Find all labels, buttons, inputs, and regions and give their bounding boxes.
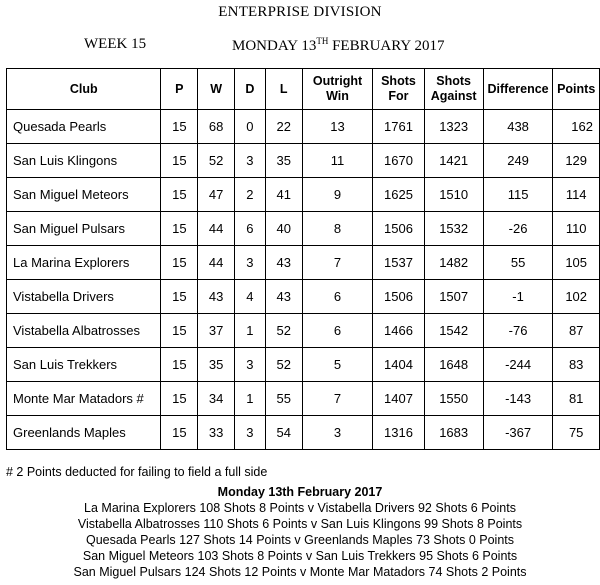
points-cell: 129 <box>553 144 600 178</box>
result-line: La Marina Explorers 108 Shots 8 Points v Vistabella Drivers 92 Shots 6 Points <box>84 501 516 515</box>
shots-for-cell: 1404 <box>373 348 424 382</box>
difference-cell: -367 <box>483 416 553 450</box>
lost-cell: 41 <box>265 178 302 212</box>
column-header: P <box>161 69 198 110</box>
played-cell: 15 <box>161 110 198 144</box>
won-cell: 44 <box>198 212 235 246</box>
played-cell: 15 <box>161 178 198 212</box>
points-cell: 162 <box>553 110 600 144</box>
shots-against-cell: 1550 <box>424 382 483 416</box>
column-header: W <box>198 69 235 110</box>
shots-against-cell: 1421 <box>424 144 483 178</box>
club-cell: San Luis Klingons <box>7 144 161 178</box>
difference-cell: 55 <box>483 246 553 280</box>
shots-against-cell: 1510 <box>424 178 483 212</box>
difference-cell: -143 <box>483 382 553 416</box>
outright-win-cell: 7 <box>302 382 373 416</box>
lost-cell: 40 <box>265 212 302 246</box>
points-cell: 110 <box>553 212 600 246</box>
drawn-cell: 6 <box>235 212 266 246</box>
results-list <box>0 500 600 580</box>
club-cell: La Marina Explorers <box>7 246 161 280</box>
date-label <box>232 36 444 55</box>
lost-cell: 52 <box>265 348 302 382</box>
club-cell: Vistabella Drivers <box>7 280 161 314</box>
table-row <box>7 416 600 450</box>
lost-cell: 22 <box>265 110 302 144</box>
won-cell: 68 <box>198 110 235 144</box>
club-cell: Quesada Pearls <box>7 110 161 144</box>
shots-against-cell: 1648 <box>424 348 483 382</box>
club-cell: Greenlands Maples <box>7 416 161 450</box>
division-title: ENTERPRISE DIVISION <box>218 4 382 20</box>
column-header: Points <box>553 69 600 110</box>
drawn-cell: 3 <box>235 416 266 450</box>
points-cell: 83 <box>553 348 600 382</box>
difference-cell: 249 <box>483 144 553 178</box>
points-cell: 75 <box>553 416 600 450</box>
shots-for-cell: 1407 <box>373 382 424 416</box>
shots-for-cell: 1625 <box>373 178 424 212</box>
shots-against-cell: 1482 <box>424 246 483 280</box>
shots-against-cell: 1542 <box>424 314 483 348</box>
points-cell: 114 <box>553 178 600 212</box>
table-row <box>7 348 600 382</box>
shots-for-cell: 1316 <box>373 416 424 450</box>
club-cell: Vistabella Albatrosses <box>7 314 161 348</box>
footnote: # 2 Points deducted for failing to field a full side <box>6 465 268 479</box>
lost-cell: 52 <box>265 314 302 348</box>
result-line: Quesada Pearls 127 Shots 14 Points v Greenlands Maples 73 Shots 0 Points <box>85 533 515 547</box>
league-table <box>6 68 600 450</box>
difference-cell: -244 <box>483 348 553 382</box>
lost-cell: 55 <box>265 382 302 416</box>
won-cell: 34 <box>198 382 235 416</box>
shots-for-cell: 1670 <box>373 144 424 178</box>
drawn-cell: 3 <box>235 348 266 382</box>
table-row <box>7 110 600 144</box>
points-cell: 81 <box>553 382 600 416</box>
won-cell: 43 <box>198 280 235 314</box>
date-ordinal-suffix: TH <box>316 36 329 46</box>
table-row <box>7 280 600 314</box>
won-cell: 47 <box>198 178 235 212</box>
outright-win-cell: 11 <box>302 144 373 178</box>
shots-for-cell: 1466 <box>373 314 424 348</box>
result-line: San Miguel Meteors 103 Shots 8 Points v San Luis Trekkers 95 Shots 6 Points <box>82 549 518 563</box>
played-cell: 15 <box>161 382 198 416</box>
drawn-cell: 3 <box>235 144 266 178</box>
column-header: Outright Win <box>302 69 373 110</box>
outright-win-cell: 6 <box>302 314 373 348</box>
outright-win-cell: 9 <box>302 178 373 212</box>
date-rest: FEBRUARY 2017 <box>328 38 445 54</box>
column-header: Shots Against <box>424 69 483 110</box>
points-cell: 87 <box>553 314 600 348</box>
drawn-cell: 4 <box>235 280 266 314</box>
points-cell: 102 <box>553 280 600 314</box>
club-cell: San Luis Trekkers <box>7 348 161 382</box>
outright-win-cell: 7 <box>302 246 373 280</box>
club-cell: San Miguel Meteors <box>7 178 161 212</box>
table-row <box>7 212 600 246</box>
table-row <box>7 314 600 348</box>
table-row <box>7 178 600 212</box>
won-cell: 52 <box>198 144 235 178</box>
played-cell: 15 <box>161 280 198 314</box>
lost-cell: 54 <box>265 416 302 450</box>
shots-for-cell: 1761 <box>373 110 424 144</box>
column-header: D <box>235 69 266 110</box>
club-cell: San Miguel Pulsars <box>7 212 161 246</box>
shots-for-cell: 1537 <box>373 246 424 280</box>
played-cell: 15 <box>161 144 198 178</box>
difference-cell: -1 <box>483 280 553 314</box>
outright-win-cell: 13 <box>302 110 373 144</box>
points-cell: 105 <box>553 246 600 280</box>
result-line: San Miguel Pulsars 124 Shots 12 Points v Monte Mar Matadors 74 Shots 2 Points <box>73 565 527 579</box>
results-section <box>0 484 600 580</box>
played-cell: 15 <box>161 348 198 382</box>
column-header: Club <box>7 69 161 110</box>
lost-cell: 43 <box>265 246 302 280</box>
column-header: Shots For <box>373 69 424 110</box>
difference-cell: -76 <box>483 314 553 348</box>
results-heading: Monday 13th February 2017 <box>217 485 383 499</box>
shots-against-cell: 1683 <box>424 416 483 450</box>
shots-against-cell: 1323 <box>424 110 483 144</box>
won-cell: 35 <box>198 348 235 382</box>
table-header-row <box>7 69 600 110</box>
drawn-cell: 3 <box>235 246 266 280</box>
difference-cell: -26 <box>483 212 553 246</box>
outright-win-cell: 6 <box>302 280 373 314</box>
outright-win-cell: 3 <box>302 416 373 450</box>
column-header: Difference <box>483 69 553 110</box>
table-row <box>7 246 600 280</box>
played-cell: 15 <box>161 246 198 280</box>
week-label: WEEK 15 <box>84 36 147 52</box>
drawn-cell: 0 <box>235 110 266 144</box>
played-cell: 15 <box>161 416 198 450</box>
result-line: Vistabella Albatrosses 110 Shots 6 Points v San Luis Klingons 99 Shots 8 Points <box>77 517 523 531</box>
difference-cell: 115 <box>483 178 553 212</box>
won-cell: 44 <box>198 246 235 280</box>
lost-cell: 43 <box>265 280 302 314</box>
won-cell: 33 <box>198 416 235 450</box>
shots-against-cell: 1507 <box>424 280 483 314</box>
table-row <box>7 382 600 416</box>
played-cell: 15 <box>161 314 198 348</box>
table-row <box>7 144 600 178</box>
club-cell: Monte Mar Matadors # <box>7 382 161 416</box>
date-prefix: MONDAY 13 <box>232 38 317 54</box>
shots-for-cell: 1506 <box>373 280 424 314</box>
shots-against-cell: 1532 <box>424 212 483 246</box>
column-header: L <box>265 69 302 110</box>
drawn-cell: 2 <box>235 178 266 212</box>
played-cell: 15 <box>161 212 198 246</box>
outright-win-cell: 8 <box>302 212 373 246</box>
outright-win-cell: 5 <box>302 348 373 382</box>
lost-cell: 35 <box>265 144 302 178</box>
shots-for-cell: 1506 <box>373 212 424 246</box>
drawn-cell: 1 <box>235 314 266 348</box>
drawn-cell: 1 <box>235 382 266 416</box>
won-cell: 37 <box>198 314 235 348</box>
difference-cell: 438 <box>483 110 553 144</box>
